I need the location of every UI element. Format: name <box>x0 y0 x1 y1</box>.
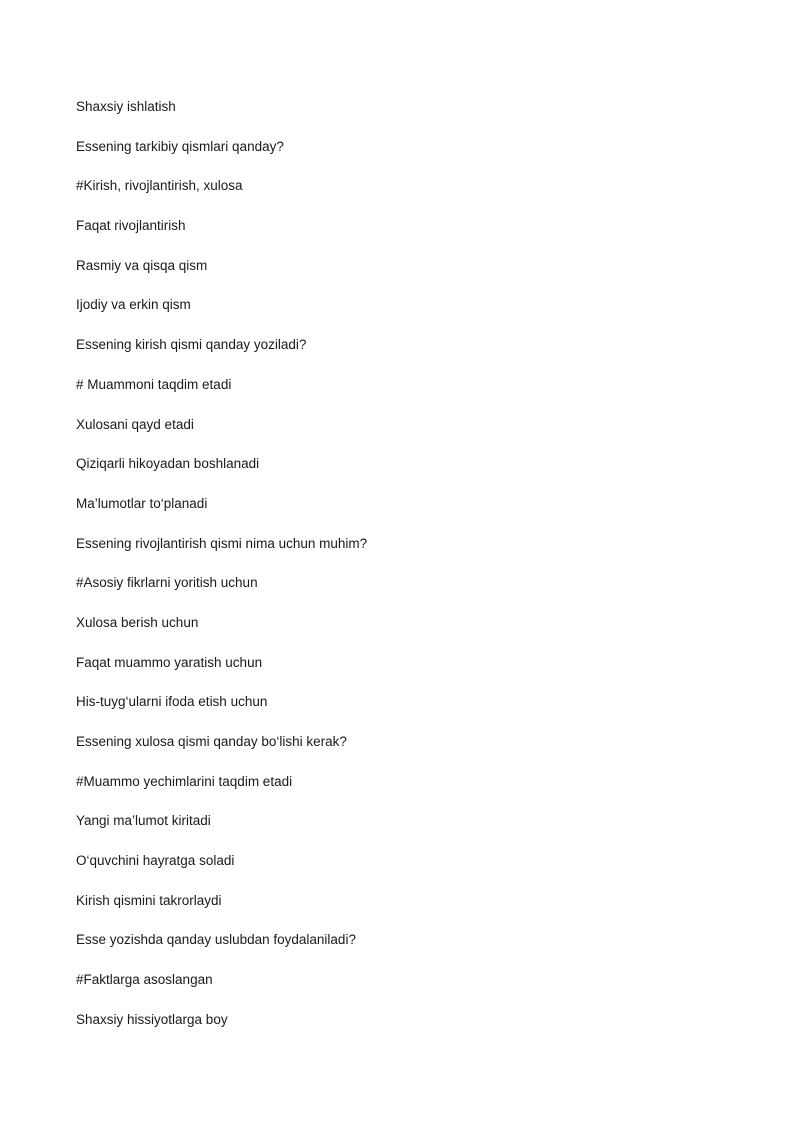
answer-line-correct: # Muammoni taqdim etadi <box>76 376 232 392</box>
answer-line: His-tuyg‘ularni ifoda etish uchun <box>76 694 268 710</box>
answer-line: Shaxsiy hissiyotlarga boy <box>76 1011 228 1027</box>
question-line: Essening xulosa qismi qanday bo‘lishi kerak? <box>76 734 347 749</box>
answer-line-correct: #Faktlarga asoslangan <box>76 972 213 988</box>
question-line: Esse yozishda qanday uslubdan foydalaniladi? <box>76 932 356 948</box>
answer-line: Qiziqarli hikoyadan boshlanadi <box>76 456 260 472</box>
question-line: Essening tarkibiy qismlari qanday? <box>76 138 284 154</box>
answer-line: Yangi ma’lumot kiritadi <box>76 813 211 829</box>
answer-line-correct: #Muammo yechimlarini taqdim etadi <box>76 773 293 789</box>
question-line: Essening rivojlantirish qismi nima uchun muhim? <box>76 535 368 551</box>
answer-line: Faqat muammo yaratish uchun <box>76 654 263 670</box>
answer-line: Kirish qismini takrorlaydi <box>76 892 222 908</box>
answer-line: Xulosani qayd etadi <box>76 416 194 432</box>
answer-line-correct: #Kirish, rivojlantirish, xulosa <box>76 178 243 194</box>
answer-line: Rasmiy va qisqa qism <box>76 257 208 273</box>
answer-line: Ijodiy va erkin qism <box>76 297 191 313</box>
answer-line: Xulosa berish uchun <box>76 614 199 630</box>
answer-line: Ma’lumotlar to‘planadi <box>76 495 208 511</box>
text-line: Shaxsiy ishlatish <box>76 99 176 114</box>
document-text-lines <box>76 97 367 1050</box>
answer-line: Faqat rivojlantirish <box>76 218 186 234</box>
answer-line: O‘quvchini hayratga soladi <box>76 853 235 869</box>
question-line: Essening kirish qismi qanday yoziladi? <box>76 337 307 353</box>
answer-line-correct: #Asosiy fikrlarni yoritish uchun <box>76 575 258 591</box>
